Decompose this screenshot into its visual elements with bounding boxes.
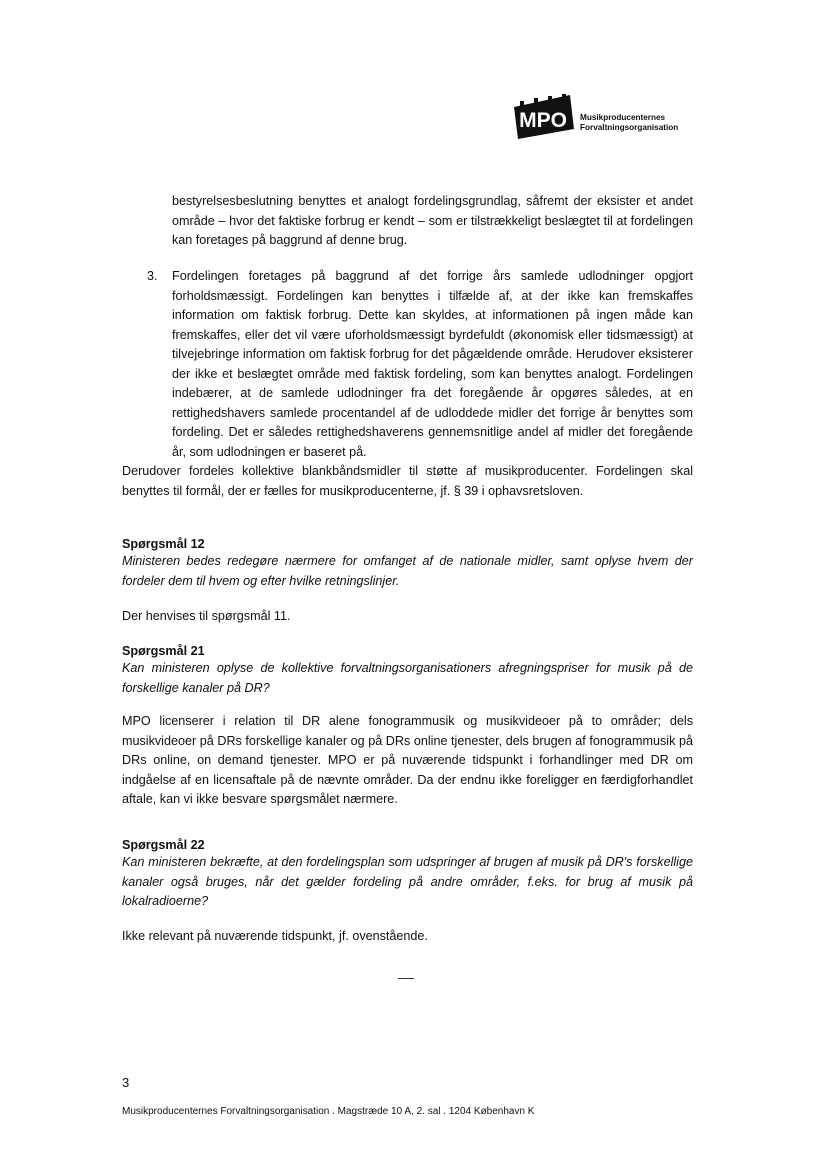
logo-org-name	[580, 113, 678, 132]
end-separator	[398, 978, 414, 979]
page-number: 3	[122, 1075, 130, 1090]
section-heading-q21: Spørgsmål 21	[122, 644, 205, 658]
page-footer: Musikproducenternes Forvaltningsorganisation . Magstræde 10 A, 2. sal . 1204 København K	[122, 1106, 535, 1117]
section-answer-q22: Ikke relevant på nuværende tidspunkt, jf. ovenstående.	[122, 929, 428, 943]
mpo-logo-mark	[510, 93, 576, 141]
section-answer-q12: Der henvises til spørgsmål 11.	[122, 609, 291, 623]
blank-media-paragraph: Derudover fordeles kollektive blankbåndsmidler til støtte af musikproducenter. Fordelingen skal benyttes til formål, der er fælles for musikproducenterne, jf. § 39 i ophavsretsloven.	[122, 464, 693, 498]
logo-mark-text: MPO	[519, 109, 567, 132]
section-question-q21: Kan ministeren oplyse de kollektive forvaltningsorganisationers afregningspriser for musik på de forskellige kanaler på DR?	[122, 661, 693, 695]
list-item-number: 3.	[147, 269, 158, 283]
logo-line2: Forvaltningsorganisation	[580, 122, 679, 132]
mpo-logo	[510, 93, 700, 141]
logo-line1: Musikproducenternes	[580, 113, 666, 122]
list-item-3-text: Fordelingen foretages på baggrund af det forrige års samlede udlodninger opgjort forholdsmæssigt. Fordelingen kan benyttes i tilfælde af, at der ikke kan fremskaffes information om faktisk forbrug. Dette kan skyldes, at informationen på ingen måde kan fremskaffes, eller det vil være uforholdsmæssigt byrdefuldt (økonomisk eller tidsmæssigt) at tilvejebringe information om faktisk forbrug for det pågældende område. Herudover eksisterer der ikke et beslægtet område med faktisk fordeling, som kan benyttes analogt. Fordelingen indebærer, at de samlede udlodninger fra det foregående år opgøres således, at en rettighedshavers samlede procentandel af de udloddede midler det forrige år benyttes som fordeling. Det er således rettighedshaverens gennemsnitlige andel af midler det foregående år, som udlodningen er baseret på.	[172, 269, 693, 459]
section-heading-q12: Spørgsmål 12	[122, 537, 205, 551]
section-question-q12: Ministeren bedes redegøre nærmere for omfanget af de nationale midler, samt oplyse hvem der fordeler dem til hvem og efter hvilke retningslinjer.	[122, 554, 693, 588]
section-heading-q22: Spørgsmål 22	[122, 838, 205, 852]
section-question-q22: Kan ministeren bekræfte, at den fordelingsplan som udspringer af brugen af musik på DR's forskellige kanaler også bruges, når det gælder fordeling på andre områder, f.eks. for brug af musik på lokalradioerne?	[122, 855, 693, 908]
section-answer-q21: MPO licenserer i relation til DR alene fonogrammusik og musikvideoer på to områder; dels musikvideoer på DRs forskellige kanaler og på DRs online tjenester, dels brugen af fonogrammusik på DRs online, on demand tjenester. MPO er på nuværende tidspunkt i forhandlinger med DR om indgåelse af en licensaftale på de nævnte områder. Da der endnu ikke foreligger en færdigforhandlet aftale, kan vi ikke besvare spørgsmålet nærmere.	[122, 714, 693, 806]
continuation-paragraph: bestyrelsesbeslutning benyttes et analogt fordelingsgrundlag, såfremt der eksister et andet område – hvor det faktiske forbrug er kendt – som er tilstrækkeligt beslægtet til at fordelingen kan foretages på baggrund af denne brug.	[172, 194, 693, 247]
